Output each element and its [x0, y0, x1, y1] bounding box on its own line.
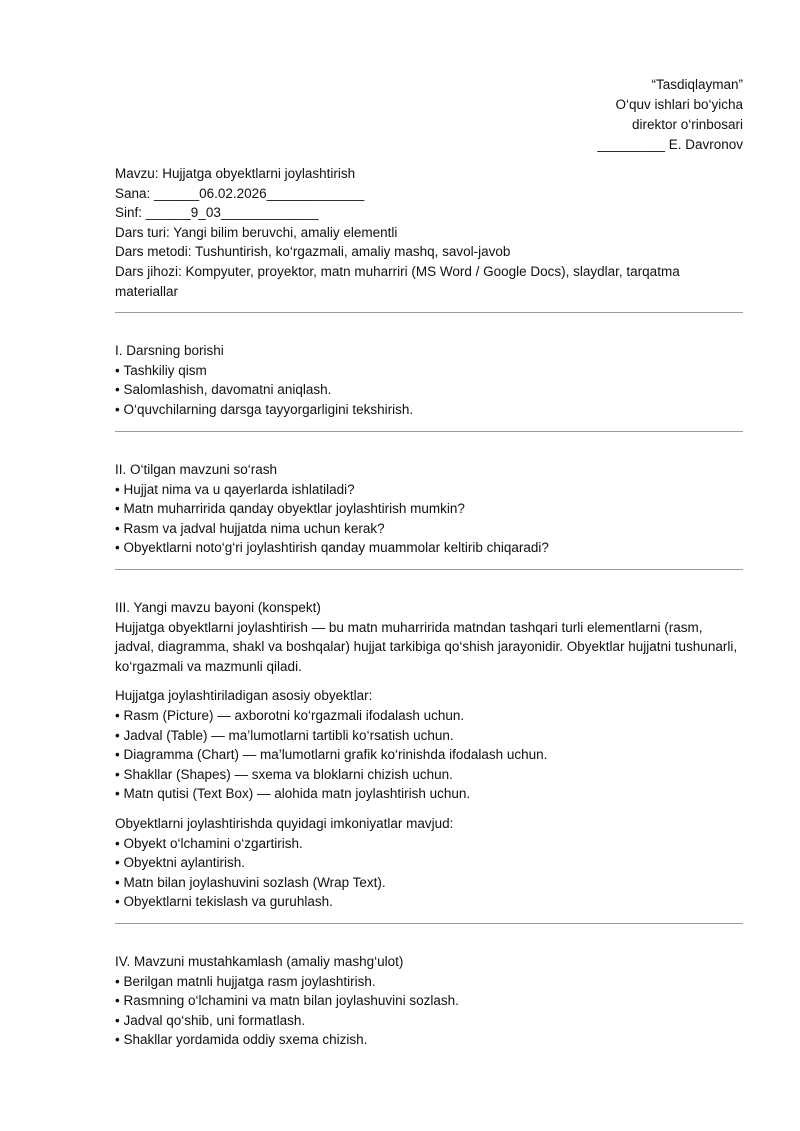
approval-block: [597, 75, 743, 155]
list-item: • Berilgan matnli hujjatga rasm joylashtirish.: [115, 972, 743, 992]
section-4-heading: IV. Mavzuni mustahkamlash (amaliy mashg‘ulot): [115, 954, 404, 969]
list-item: • Shakllar yordamida oddiy sxema chizish.: [115, 1030, 743, 1050]
divider: [115, 312, 743, 313]
list-item: • Rasmning o‘lchamini va matn bilan joylashuvini sozlash.: [115, 991, 743, 1011]
section-3-heading: III. Yangi mavzu bayoni (konspekt): [115, 600, 321, 615]
list-item: • Salomlashish, davomatni aniqlash.: [115, 380, 743, 400]
meta-date: Sana: ______06.02.2026_____________: [115, 185, 365, 201]
list-item: • Rasm (Picture) — axborotni ko‘rgazmali ifodalash uchun.: [115, 706, 743, 726]
meta-class: Sinf: ______9_03_____________: [115, 205, 319, 221]
section-2: [115, 460, 743, 558]
list-item: • Obyektlarni tekislash va guruhlash.: [115, 892, 743, 912]
list-item: • O‘quvchilarning darsga tayyorgarligini tekshirish.: [115, 400, 743, 420]
list-item: • Obyektlarni noto‘g‘ri joylashtirish qanday muammolar keltirib chiqaradi?: [115, 538, 743, 558]
list-item: • Rasm va jadval hujjatda nima uchun kerak?: [115, 519, 743, 539]
features-list-title: Obyektlarni joylashtirishda quyidagi imkoniyatlar mavjud:: [115, 815, 454, 831]
approval-role-line1: O‘quv ishlari bo‘yicha: [615, 97, 743, 112]
section-1-heading: I. Darsning borishi: [115, 343, 224, 358]
divider: [115, 431, 743, 432]
list-item: • Jadval qo‘shib, uni formatlash.: [115, 1011, 743, 1031]
approval-title: “Tasdiqlayman”: [651, 77, 743, 92]
section-3: [115, 598, 743, 912]
list-item: • Obyekt o‘lchamini o‘zgartirish.: [115, 834, 743, 854]
list-item: • Matn bilan joylashuvini sozlash (Wrap Text).: [115, 873, 743, 893]
objects-list-title: Hujjatga joylashtiriladigan asosiy obyektlar:: [115, 688, 373, 704]
divider: [115, 569, 743, 570]
list-item: • Diagramma (Chart) — ma’lumotlarni grafik ko‘rinishda ifodalash uchun.: [115, 745, 743, 765]
list-item: • Matn qutisi (Text Box) — alohida matn joylashtirish uchun.: [115, 784, 743, 804]
section-3-intro: Hujjatga obyektlarni joylashtirish — bu matn muharririda matndan tashqari turli elementlarni (rasm, jadval, diagramma, shakl va boshqalar) hujjat tarkibiga qo‘shish jarayonidir. Obyektlar hujjatni tushunarli, ko‘rgazmali va mazmunli qiladi.: [115, 619, 738, 674]
meta-lesson-method: Dars metodi: Tushuntirish, ko‘rgazmali, amaliy mashq, savol-javob: [115, 244, 511, 260]
divider: [115, 923, 743, 924]
list-item: • Obyektni aylantirish.: [115, 853, 743, 873]
approval-signature: _________ E. Davronov: [597, 137, 743, 152]
approval-role-line2: direktor o‘rinbosari: [631, 117, 743, 132]
list-item: • Shakllar (Shapes) — sxema va bloklarni chizish uchun.: [115, 765, 743, 785]
meta-topic: Mavzu: Hujjatga obyektlarni joylashtirish: [115, 166, 356, 181]
list-item: • Matn muharririda qanday obyektlar joylashtirish mumkin?: [115, 499, 743, 519]
list-item: • Tashkiliy qism: [115, 361, 743, 381]
list-item: • Jadval (Table) — ma’lumotlarni tartibli ko‘rsatish uchun.: [115, 726, 743, 746]
section-1: [115, 341, 743, 419]
lesson-meta: [115, 164, 743, 301]
meta-lesson-equipment: Dars jihozi: Kompyuter, proyektor, matn muharriri (MS Word / Google Docs), slaydlar, tarqatma materiallar: [115, 263, 680, 299]
section-2-heading: II. O‘tilgan mavzuni so‘rash: [115, 462, 278, 477]
section-4: [115, 952, 743, 1050]
list-item: • Hujjat nima va u qayerlarda ishlatiladi?: [115, 480, 743, 500]
meta-lesson-type: Dars turi: Yangi bilim beruvchi, amaliy elementli: [115, 224, 398, 240]
